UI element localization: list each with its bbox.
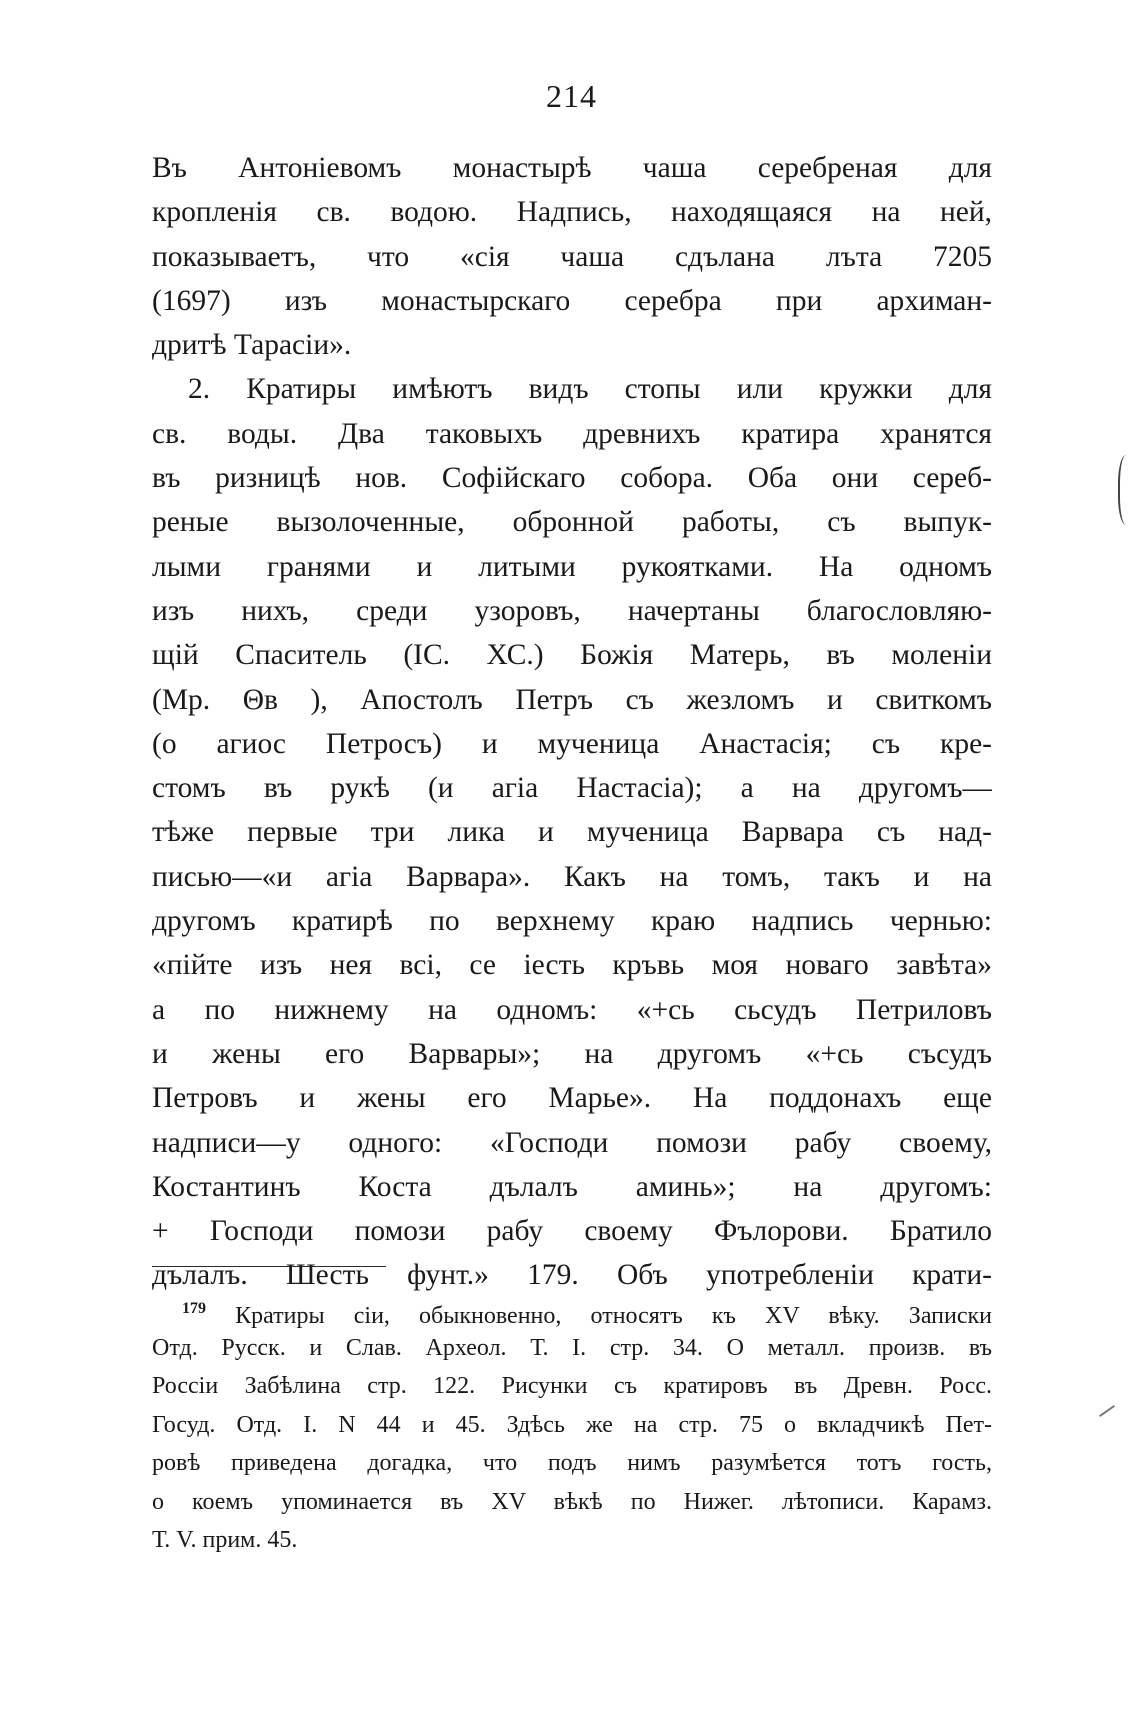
text-line: кропленія св. водою. Надпись, находящаяся на ней, — [152, 196, 992, 229]
text-line: писью—«и агіа Варвара». Какъ на томъ, такъ и на — [152, 860, 992, 893]
text-line: другомъ кратирѣ по верхнему краю надпись чернью: — [152, 905, 992, 938]
footnote-marker: 179 — [182, 1300, 206, 1317]
text-line: и жены его Варвары»; на другомъ «+сь съсудъ — [152, 1037, 992, 1070]
footnote-line-text: Кратиры сіи, обыкновенно, относятъ къ XV вѣку. Записки — [235, 1303, 992, 1329]
footnote — [152, 1290, 992, 1560]
text-line: тѣже первые три лика и мученица Варвара съ над- — [152, 816, 992, 849]
text-line: въ ризницѣ нов. Софійскаго собора. Оба они сереб- — [152, 462, 992, 495]
text-line: дълалъ. Шесть фунт.» 179. Объ употребленіи крати- — [152, 1259, 992, 1292]
footnote-line: ровѣ приведена догадка, что подъ нимъ разумѣется тотъ гость, — [152, 1450, 992, 1476]
text-line: а по нижнему на одномъ: «+сь сьсудъ Петриловъ — [152, 993, 992, 1026]
text-line: св. воды. Два таковыхъ древнихъ кратира хранятся — [152, 417, 992, 450]
text-line: показываетъ, что «сія чаша сдълана лъта 7205 — [152, 240, 992, 273]
text-line: + Господи помози рабу своему Фълорови. Братило — [152, 1215, 992, 1248]
footnote-separator — [152, 1266, 386, 1267]
text-line: реные вызолоченные, обронной работы, съ выпук- — [152, 506, 992, 539]
footnote-first-line — [152, 1290, 992, 1329]
text-line: Костантинъ Коста дълалъ аминь»; на другомъ: — [152, 1170, 992, 1203]
footnote-line: Россіи Забѣлина стр. 122. Рисунки съ кратировъ въ Древн. Росс. — [152, 1373, 992, 1399]
text-line: стомъ въ рукѣ (и агіа Настасіа); а на другомъ— — [152, 772, 992, 805]
paragraph-start-line: 2. Кратиры имѣютъ видъ стопы или кружки для — [188, 373, 992, 406]
text-line: изъ нихъ, среди узоровъ, начертаны благословляю- — [152, 594, 992, 627]
text-line: (Мр. Θв ), Апостолъ Петръ съ жезломъ и свиткомъ — [152, 683, 992, 716]
margin-bracket-mark — [1118, 455, 1138, 525]
text-line: «пійте изъ нея всі, се іесть кръвь моя новаго завѣта» — [152, 949, 992, 982]
page-number: 214 — [546, 78, 597, 114]
margin-pencil-tick — [1099, 1405, 1115, 1417]
footnote-line: Отд. Русск. и Слав. Археол. Т. І. стр. 34. О металл. произв. въ — [152, 1334, 992, 1361]
text-line: Въ Антоніевомъ монастырѣ чаша серебреная для — [152, 152, 992, 184]
footnote-line: Госуд. Отд. І. N 44 и 45. Здѣсь же на стр. 75 о вкладчикѣ Пет- — [152, 1411, 992, 1438]
text-line: Петровъ и жены его Марье». На поддонахъ еще — [152, 1082, 992, 1115]
text-line: (1697) изъ монастырскаго серебра при архиман- — [152, 284, 992, 317]
text-line: надписи—у одного: «Господи помози рабу своему, — [152, 1126, 992, 1159]
footnote-line: Т. V. прим. 45. — [152, 1527, 298, 1553]
text-line: лыми гранями и литыми рукоятками. На одномъ — [152, 550, 992, 583]
main-text — [152, 146, 992, 1298]
footnote-line: о коемъ упоминается въ XV вѣкѣ по Нижег. лѣтописи. Карамз. — [152, 1488, 992, 1515]
text-line: (о агиос Петросъ) и мученица Анастасія; съ кре- — [152, 727, 992, 760]
text-line: щій Спаситель (ІС. ХС.) Божія Матерь, въ моленіи — [152, 639, 992, 672]
text-line: дритѣ Тарасіи». — [152, 329, 352, 362]
